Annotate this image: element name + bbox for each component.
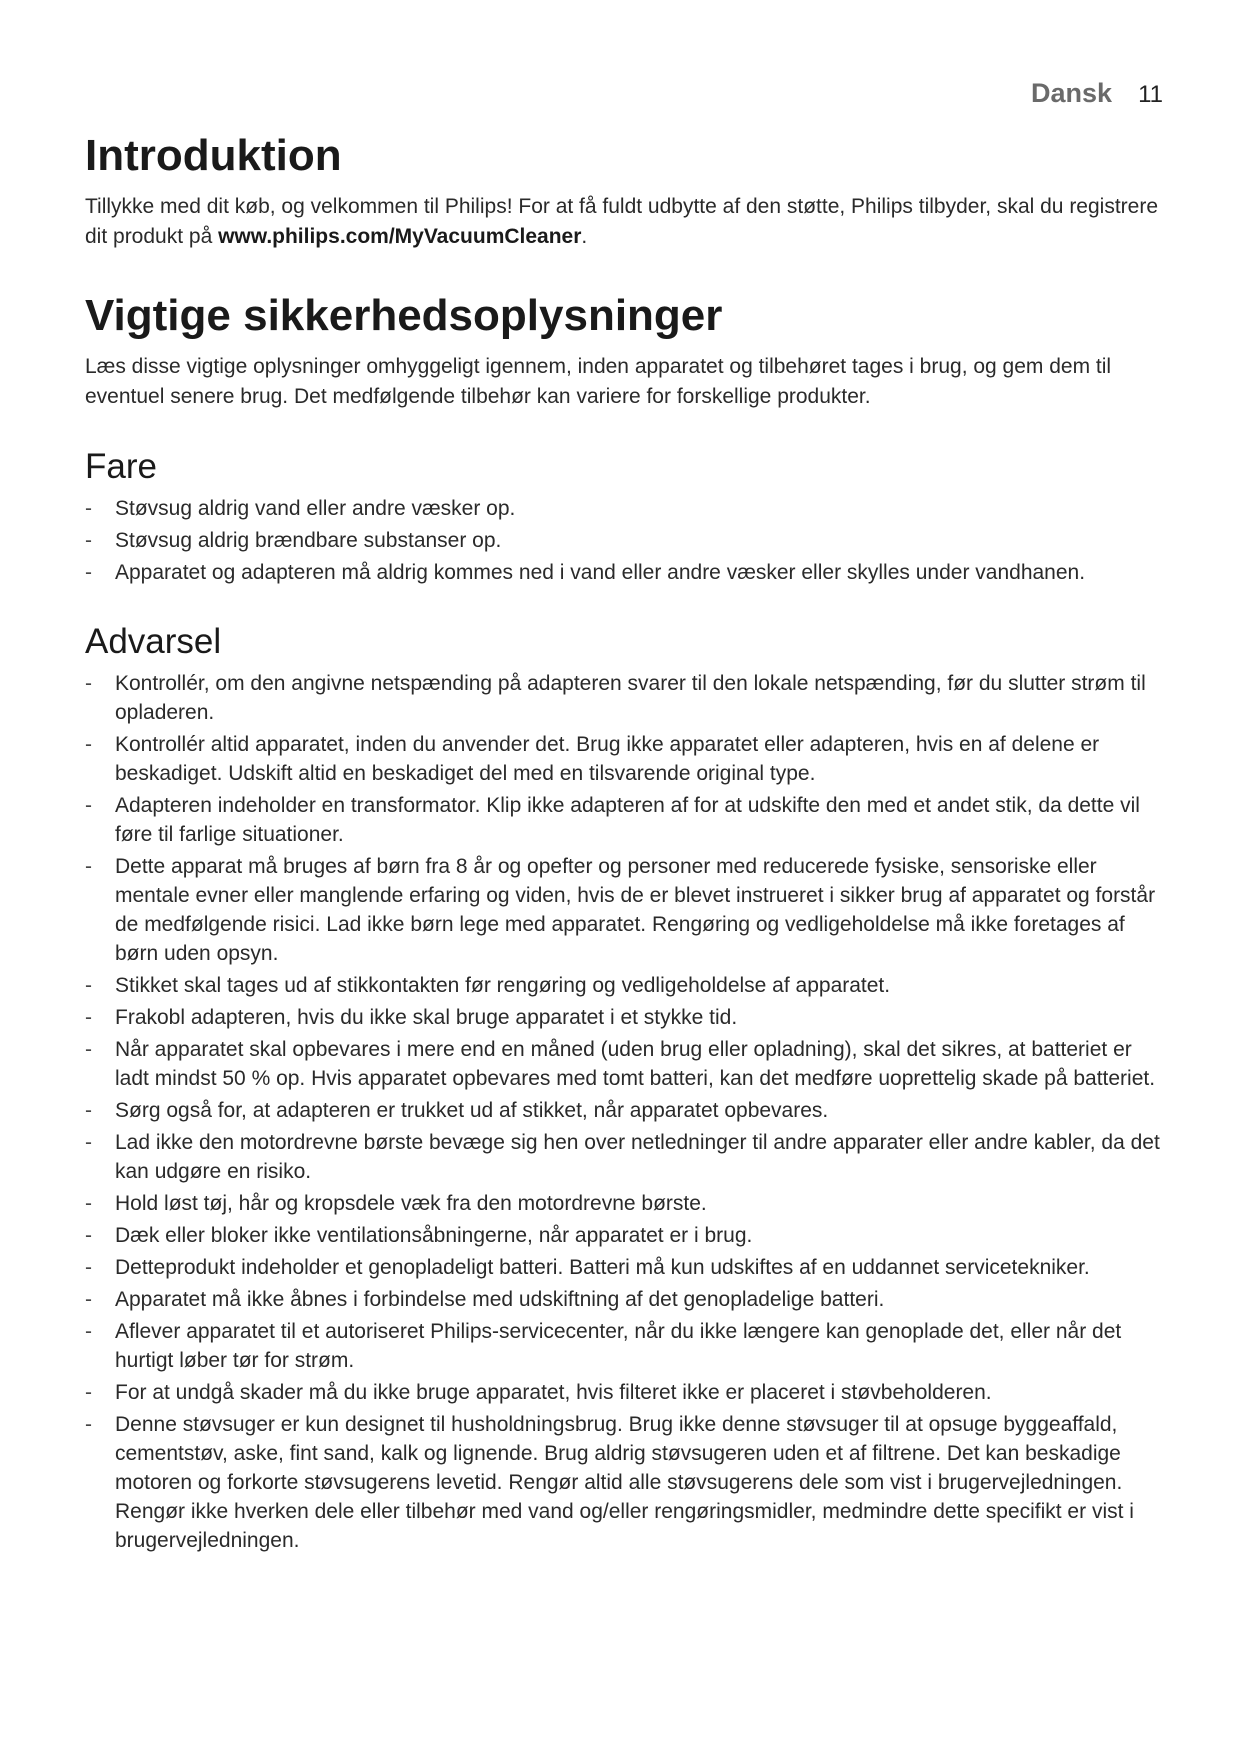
- warning-item: [85, 1128, 1165, 1186]
- intro-paragraph: [85, 192, 1165, 252]
- dash-bullet: -: [85, 672, 92, 695]
- danger-item: [85, 526, 1165, 555]
- list-item-text: Adapteren indeholder en transformator. Klip ikke adapteren af for at udskifte den med et andet stik, da dette vil føre til farlige situationer.: [115, 794, 1140, 846]
- dash-bullet: -: [85, 855, 92, 878]
- warning-item: [85, 669, 1165, 727]
- dash-bullet: -: [85, 1038, 92, 1061]
- dash-bullet: -: [85, 1320, 92, 1343]
- list-item-text: Lad ikke den motordrevne børste bevæge sig hen over netledninger til andre apparater eller andre kabler, da det kan udgøre en risiko.: [115, 1131, 1160, 1183]
- list-item-text: For at undgå skader må du ikke bruge apparatet, hvis filteret ikke er placeret i støvbeholderen.: [115, 1381, 992, 1404]
- list-item-text: Denne støvsuger er kun designet til husholdningsbrug. Brug ikke denne støvsuger til at opsuge byggeaffald, cementstøv, aske, fint sand, kalk og lignende. Brug aldrig støvsugeren uden et af filtrene. Det kan beskadige motoren og forkorte støvsugerens levetid. Rengør altid alle støvsugerens dele som vist i brugervejledningen. Rengør ikke hverken dele eller tilbehør med vand og/eller rengøringsmidler, medmindre dette specifikt er vist i brugervejledningen.: [115, 1413, 1134, 1552]
- registration-link[interactable]: www.philips.com/MyVacuumCleaner: [218, 225, 582, 248]
- dash-bullet: -: [85, 1413, 92, 1436]
- warning-item: [85, 1096, 1165, 1125]
- warning-item: [85, 730, 1165, 788]
- dash-bullet: -: [85, 974, 92, 997]
- safety-paragraph: Læs disse vigtige oplysninger omhyggeligt igennem, inden apparatet og tilbehøret tages i brug, og gem dem til eventuel senere brug. Det medfølgende tilbehør kan variere for forskellige produkter.: [85, 355, 1112, 408]
- warning-item: [85, 971, 1165, 1000]
- warning-item: [85, 1221, 1165, 1250]
- safety-heading: Vigtige sikkerhedsoplysninger: [85, 291, 723, 340]
- page-number: 11: [1138, 81, 1163, 108]
- warning-item: [85, 791, 1165, 849]
- warning-item: [85, 1189, 1165, 1218]
- dash-bullet: -: [85, 561, 92, 584]
- document-body: [85, 130, 1165, 1558]
- intro-text-end: .: [581, 225, 588, 248]
- dash-bullet: -: [85, 1192, 92, 1215]
- dash-bullet: -: [85, 1006, 92, 1029]
- warning-item: [85, 1253, 1165, 1282]
- language-label: Dansk: [1031, 78, 1113, 108]
- dash-bullet: -: [85, 1256, 92, 1279]
- warning-item: [85, 852, 1165, 968]
- dash-bullet: -: [85, 497, 92, 520]
- warning-item: [85, 1317, 1165, 1375]
- warning-item: [85, 1003, 1165, 1032]
- danger-list: [85, 494, 1165, 587]
- list-item-text: Kontrollér, om den angivne netspænding på adapteren svarer til den lokale netspænding, før du slutter strøm til opladeren.: [115, 672, 1146, 724]
- list-item-text: Detteprodukt indeholder et genopladeligt batteri. Batteri må kun udskiftes af en uddannet servicetekniker.: [115, 1256, 1090, 1279]
- dash-bullet: -: [85, 1288, 92, 1311]
- intro-heading: Introduktion: [85, 131, 342, 180]
- danger-item: [85, 558, 1165, 587]
- list-item-text: Frakobl adapteren, hvis du ikke skal bruge apparatet i et stykke tid.: [115, 1006, 738, 1029]
- list-item-text: Dæk eller bloker ikke ventilationsåbningerne, når apparatet er i brug.: [115, 1224, 753, 1247]
- warning-list: [85, 669, 1165, 1555]
- list-item-text: Apparatet og adapteren må aldrig kommes ned i vand eller andre væsker eller skylles under vandhanen.: [115, 561, 1086, 584]
- list-item-text: Stikket skal tages ud af stikkontakten før rengøring og vedligeholdelse af apparatet.: [115, 974, 891, 997]
- warning-item: [85, 1285, 1165, 1314]
- dash-bullet: -: [85, 794, 92, 817]
- dash-bullet: -: [85, 1131, 92, 1154]
- intro-text: Tillykke med dit køb, og velkommen til Philips! For at få fuldt udbytte af den støtte, Philips tilbyder, skal du registrere dit produkt på: [85, 195, 1159, 248]
- list-item-text: Støvsug aldrig vand eller andre væsker op.: [115, 497, 516, 520]
- list-item-text: Apparatet må ikke åbnes i forbindelse med udskiftning af det genopladelige batteri.: [115, 1288, 885, 1311]
- dash-bullet: -: [85, 1224, 92, 1247]
- dash-bullet: -: [85, 1381, 92, 1404]
- list-item-text: Når apparatet skal opbevares i mere end en måned (uden brug eller opladning), skal det sikres, at batteriet er ladt mindst 50 % op. Hvis apparatet opbevares med tomt batteri, kan det medføre uoprettelig skade på batteriet.: [115, 1038, 1156, 1090]
- list-item-text: Aflever apparatet til et autoriseret Philips-servicecenter, når du ikke længere kan genoplade det, eller når det hurtigt løber tør for strøm.: [115, 1320, 1122, 1372]
- danger-heading: Fare: [85, 447, 157, 486]
- warning-heading: Advarsel: [85, 622, 222, 661]
- dash-bullet: -: [85, 1099, 92, 1122]
- page-header: [1031, 78, 1163, 109]
- dash-bullet: -: [85, 529, 92, 552]
- danger-item: [85, 494, 1165, 523]
- warning-item: [85, 1410, 1165, 1555]
- list-item-text: Sørg også for, at adapteren er trukket ud af stikket, når apparatet opbevares.: [115, 1099, 829, 1122]
- list-item-text: Kontrollér altid apparatet, inden du anvender det. Brug ikke apparatet eller adapteren, hvis en af delene er beskadiget. Udskift altid en beskadiget del med en tilsvarende original type.: [115, 733, 1100, 785]
- list-item-text: Støvsug aldrig brændbare substanser op.: [115, 529, 502, 552]
- warning-item: [85, 1035, 1165, 1093]
- list-item-text: Hold løst tøj, hår og kropsdele væk fra den motordrevne børste.: [115, 1192, 707, 1215]
- dash-bullet: -: [85, 733, 92, 756]
- warning-item: [85, 1378, 1165, 1407]
- list-item-text: Dette apparat må bruges af børn fra 8 år og opefter og personer med reducerede fysiske, sensoriske eller mentale evner eller manglende erfaring og viden, hvis de er blevet instrueret i sikker brug af apparatet og forstår de medfølgende risici. Lad ikke børn lege med apparatet. Rengøring og vedligeholdelse må ikke foretages af børn uden opsyn.: [115, 855, 1156, 965]
